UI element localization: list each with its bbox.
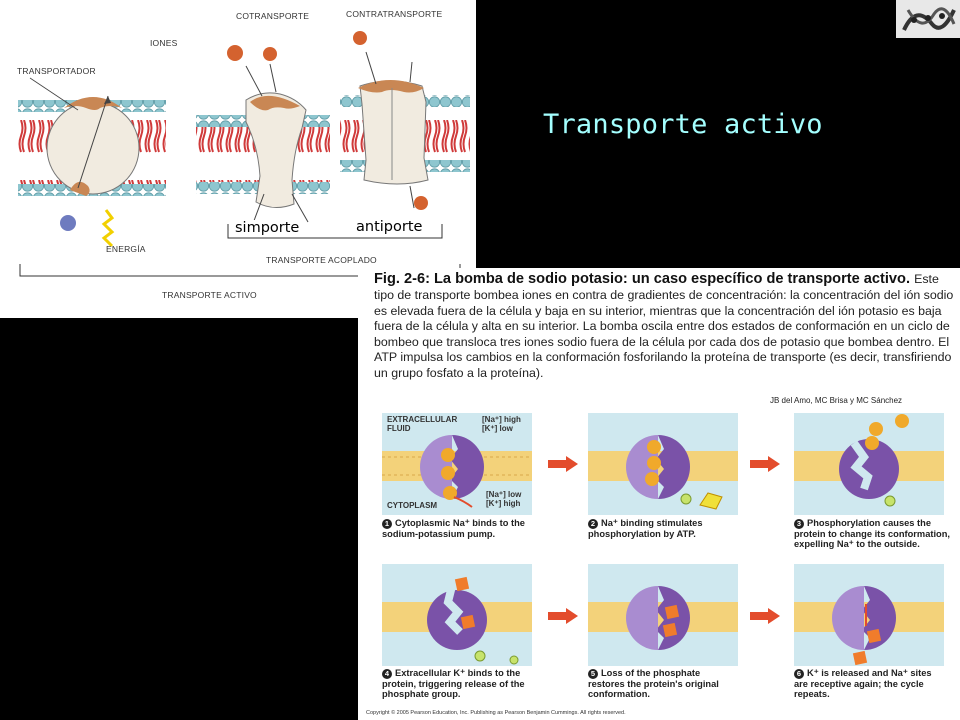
label-cotransporte: COTRANSPORTE	[236, 11, 310, 21]
label-cyt-conc: [Na⁺] low [K⁺] high	[486, 490, 522, 508]
label-iones: IONES	[150, 38, 178, 48]
arrow-icon	[750, 608, 780, 624]
logo-image	[896, 0, 960, 38]
label-ext-conc: [Na⁺] high [K⁺] low	[482, 415, 521, 433]
figure-authors: JB del Amo, MC Brisa y MC Sánchez	[770, 396, 903, 405]
figure-caption	[374, 271, 958, 382]
step-3-caption: 3 Phosphorylation causes the protein to change its conformation, expelling Na⁺ to the outside.	[794, 518, 950, 550]
arrow-icon	[750, 456, 780, 472]
figure-panel	[358, 268, 960, 720]
ion-orange	[263, 47, 277, 61]
label-simporte: simporte	[235, 220, 300, 236]
step-2-caption: 2 Na⁺ binding stimulates phosphorylation by ATP.	[588, 518, 703, 539]
figure-body: Este tipo de transporte bombea iones en contra de gradientes de concentración: la concentración del ión sodio es elevada fuera de la célula y baja en su interior, mientras que la concentración del ión potasio es baja fuera de la célula y alta en su interior. La bomba oscila entre dos estados de conformación en un ciclo de bombeo que transloca tres iones sodio fuera de la célula por cada dos de potasio que bombea dentro. El ATP impulsa los cambios en la conformación fosforilando la proteína de transporte (es decir, transfiriendo un grupo fosfato a la proteína).	[374, 272, 954, 380]
ion-orange	[414, 196, 428, 210]
label-extracellular: EXTRACELLULAR FLUID	[387, 415, 458, 433]
label-contratransporte: CONTRATRANSPORTE	[346, 9, 443, 19]
label-transporte-activo: TRANSPORTE ACTIVO	[162, 290, 257, 300]
energy-arrow	[104, 210, 112, 246]
figure-title: Fig. 2-6: La bomba de sodio potasio: un caso específico de transporte activo.	[374, 271, 915, 287]
step-4-caption: 4 Extracellular K⁺ binds to the protein, triggering release of the phosphate group.	[382, 668, 525, 700]
copyright-notice: Copyright © 2005 Pearson Education, Inc. Publishing as Pearson Benjamin Cummings. All rights reserved.	[366, 710, 626, 716]
ion-orange	[353, 31, 367, 45]
arrow-icon	[548, 608, 578, 624]
arrow-icon	[548, 456, 578, 472]
label-antiporte: antiporte	[356, 219, 423, 235]
label-transporte-acoplado: TRANSPORTE ACOPLADO	[266, 255, 377, 265]
ion-blue	[60, 215, 76, 231]
step-5-caption: 5 Loss of the phosphate restores the protein's original conformation.	[588, 668, 719, 700]
label-transportador: TRANSPORTADOR	[17, 66, 96, 76]
ion-orange	[227, 45, 243, 61]
step-1-caption: 1 Cytoplasmic Na⁺ binds to the sodium-potassium pump.	[382, 518, 525, 539]
label-cytoplasm: CYTOPLASM	[387, 501, 438, 510]
slide-title: Transporte activo	[543, 109, 823, 140]
dna-model-icon	[896, 0, 960, 38]
antiporter-protein	[358, 80, 428, 184]
label-energia: ENERGÍA	[106, 244, 146, 254]
step-6-caption: 6 K⁺ is released and Na⁺ sites are receptive again; the cycle repeats.	[794, 668, 932, 700]
